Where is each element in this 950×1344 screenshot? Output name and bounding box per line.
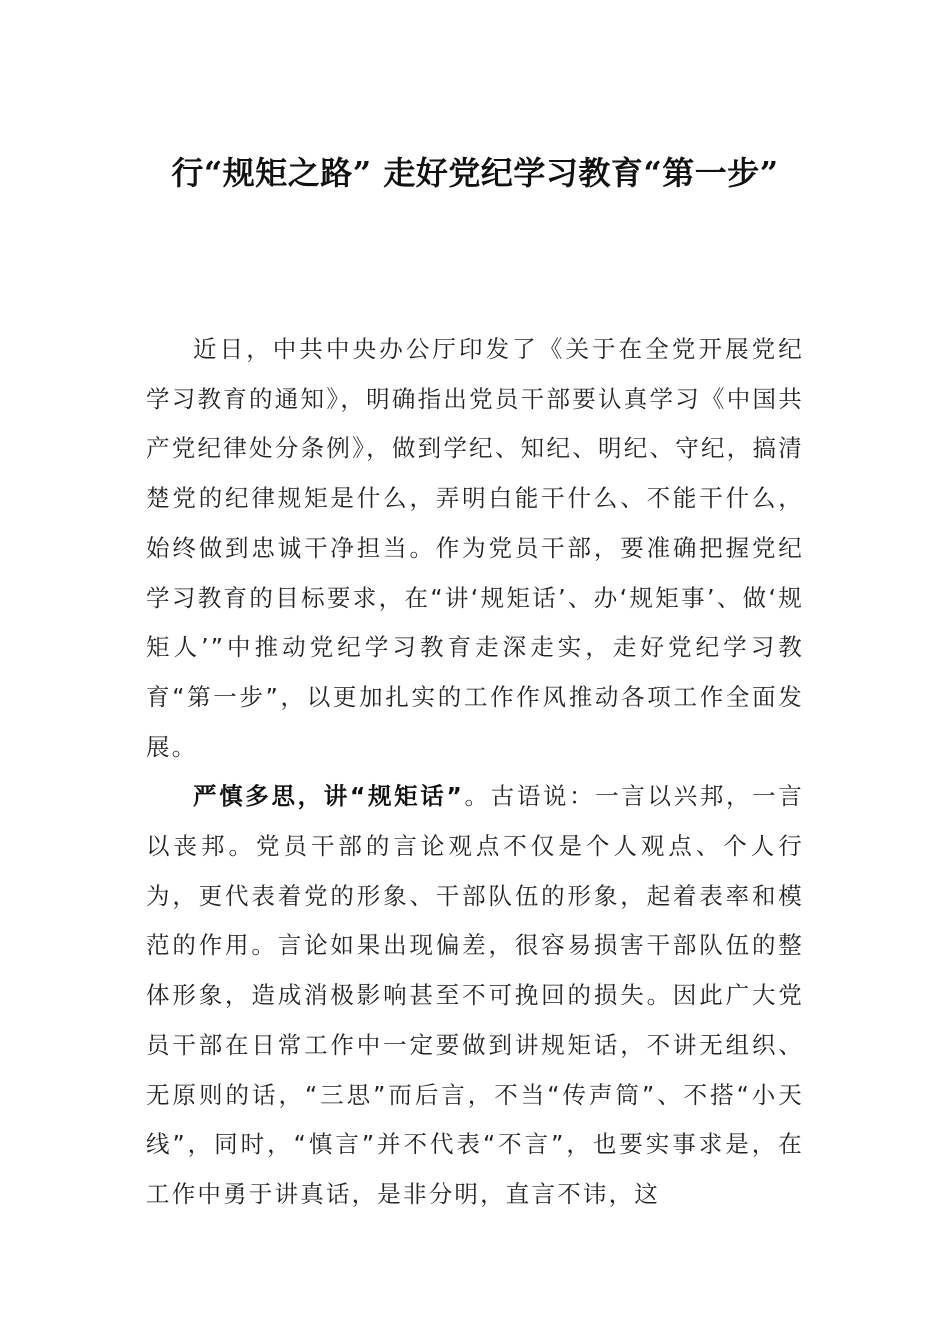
document-title: 行“规矩之路” 走好党纪学习教育“第一步” [171, 154, 779, 192]
paragraph-speak-rules [146, 772, 804, 1219]
document-body [146, 325, 804, 1220]
paragraph-text: 近日，中共中央办公厅印发了《关于在全党开展党纪学习教育的通知》，明确指出党员干部要认真学习《中国共产党纪律处分条例》，做到学纪、知纪、明纪、守纪，搞清楚党的纪律规矩是什么，弄明白能干什么、不能干什么，始终做到忠诚干净担当。作为党员干部，要准确把握党纪学习教育的目标要求，在“讲‘规矩话’、办‘规矩事’、做‘规矩人’”中推动党纪学习教育走深走实，走好党纪学习教育“第一步”，以更加扎实的工作作风推动各项工作全面发展。 [146, 335, 804, 761]
paragraph-intro [146, 325, 804, 772]
paragraph-lead: 严慎多思，讲“规矩话” [193, 782, 465, 811]
paragraph-text: 。古语说：一言以兴邦，一言以丧邦。党员干部的言论观点不仅是个人观点、个人行为，更代表着党的形象、干部队伍的形象，起着表率和模范的作用。言论如果出现偏差，很容易损害干部队伍的整体形象，造成消极影响甚至不可挽回的损失。因此广大党员干部在日常工作中一定要做到讲规矩话，不讲无组织、无原则的话，“三思”而后言，不当“传声筒”、不搭“小天线”，同时，“慎言”并不代表“不言”，也要实事求是，在工作中勇于讲真话，是非分明，直言不讳，这 [146, 782, 804, 1208]
